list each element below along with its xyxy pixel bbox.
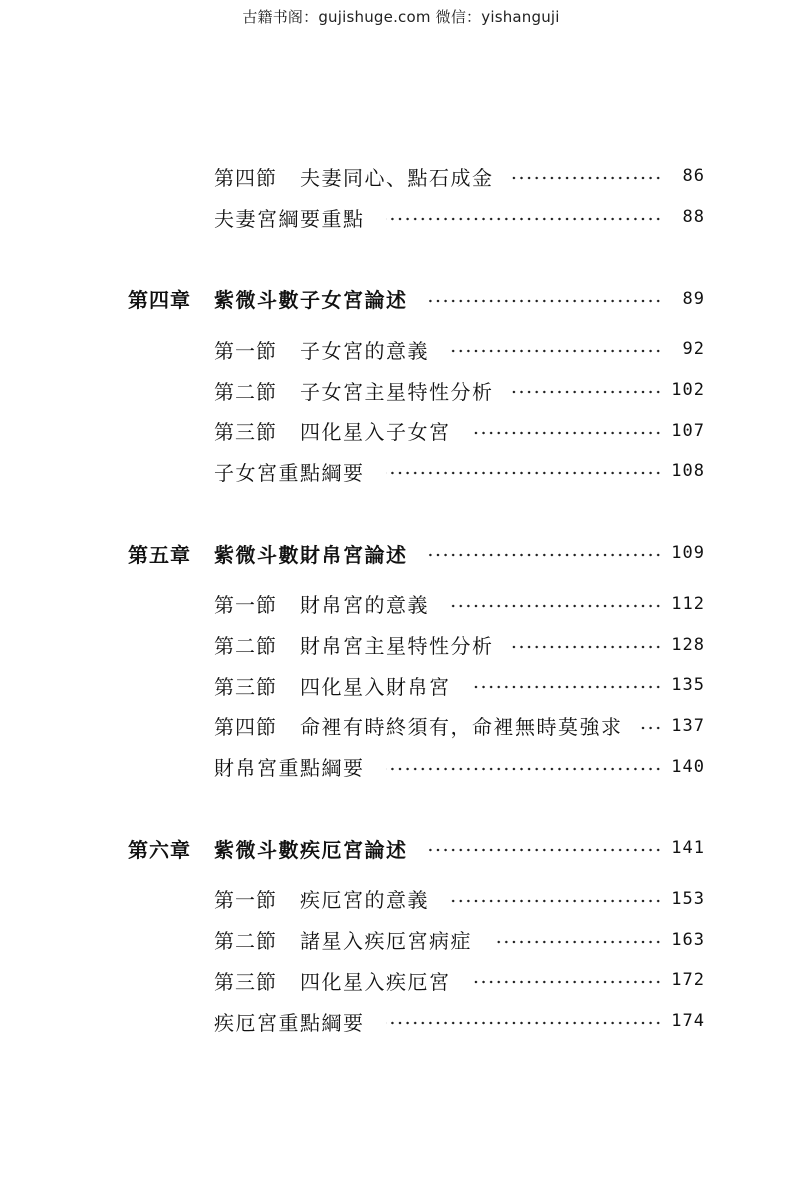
section-number: 第四節 bbox=[214, 165, 277, 190]
section-number: 第二節 bbox=[214, 929, 277, 954]
toc-gap bbox=[0, 319, 802, 329]
page-number: 102 bbox=[671, 380, 705, 401]
page-number: 89 bbox=[682, 288, 705, 309]
toc-section-row[interactable] bbox=[0, 624, 802, 665]
toc-label bbox=[214, 335, 429, 364]
section-number: 第一節 bbox=[214, 888, 277, 913]
toc-gap bbox=[0, 574, 802, 584]
page-number: 141 bbox=[671, 838, 705, 859]
chapter-number: 第四章 bbox=[128, 288, 191, 313]
leader-dots bbox=[512, 390, 662, 394]
section-title: 財帛宮重點綱要 bbox=[214, 756, 365, 781]
section-title: 夫妻宮綱要重點 bbox=[214, 206, 365, 231]
leader-dots bbox=[450, 604, 662, 608]
page-number: 135 bbox=[671, 675, 705, 696]
toc-section-row[interactable] bbox=[0, 879, 802, 920]
page-number: 174 bbox=[671, 1011, 705, 1032]
toc-label bbox=[128, 539, 408, 568]
leader-dots bbox=[512, 645, 662, 649]
page-number: 137 bbox=[671, 715, 705, 736]
toc-section-row[interactable] bbox=[0, 451, 802, 492]
page-number: 108 bbox=[671, 461, 705, 482]
toc-section-row[interactable] bbox=[0, 156, 802, 197]
page-number: 153 bbox=[671, 888, 705, 909]
toc-section-row[interactable] bbox=[0, 197, 802, 238]
section-number: 第四節 bbox=[214, 715, 277, 740]
leader-dots bbox=[494, 940, 662, 944]
section-title: 疾厄宮的意義 bbox=[300, 888, 429, 913]
section-title: 財帛宮的意義 bbox=[300, 593, 429, 618]
toc-label bbox=[214, 671, 451, 700]
leader-dots bbox=[512, 176, 662, 180]
section-number: 第二節 bbox=[214, 379, 277, 404]
toc-section-row[interactable] bbox=[0, 960, 802, 1001]
table-of-contents bbox=[0, 156, 802, 1041]
section-title: 四化星入財帛宮 bbox=[300, 674, 451, 699]
page-number: 88 bbox=[682, 207, 705, 228]
toc-chapter-row[interactable] bbox=[0, 828, 802, 869]
page-number: 112 bbox=[671, 593, 705, 614]
chapter-title: 紫微斗數疾厄宮論述 bbox=[214, 837, 408, 862]
section-number: 第三節 bbox=[214, 420, 277, 445]
leader-dots bbox=[470, 980, 662, 984]
leader-dots bbox=[470, 431, 662, 435]
page-number: 107 bbox=[671, 420, 705, 441]
page-number: 86 bbox=[682, 166, 705, 187]
leader-dots bbox=[386, 471, 662, 475]
leader-dots bbox=[428, 299, 662, 303]
section-number: 第一節 bbox=[214, 338, 277, 363]
toc-chapter-row[interactable] bbox=[0, 533, 802, 574]
section-title: 子女宮的意義 bbox=[300, 338, 429, 363]
section-title: 四化星入疾厄宮 bbox=[300, 969, 451, 994]
toc-gap bbox=[0, 492, 802, 533]
watermark: 古籍书阁：gujishuge.com 微信：yishanguji bbox=[242, 8, 560, 26]
toc-label bbox=[214, 162, 494, 191]
toc-label bbox=[128, 834, 408, 863]
toc-gap bbox=[0, 869, 802, 879]
toc-section-row[interactable] bbox=[0, 919, 802, 960]
toc-label bbox=[214, 711, 623, 740]
page-number: 92 bbox=[682, 339, 705, 360]
toc-section-row[interactable] bbox=[0, 746, 802, 787]
section-number: 第一節 bbox=[214, 593, 277, 618]
chapter-number: 第六章 bbox=[128, 837, 191, 862]
page-number: 128 bbox=[671, 634, 705, 655]
toc-label bbox=[214, 589, 429, 618]
toc-label bbox=[214, 376, 494, 405]
section-title: 財帛宮主星特性分析 bbox=[300, 634, 494, 659]
section-title: 子女宮主星特性分析 bbox=[300, 379, 494, 404]
leader-dots bbox=[386, 1021, 662, 1025]
section-title: 疾厄宮重點綱要 bbox=[214, 1010, 365, 1035]
toc-label bbox=[214, 1007, 365, 1036]
leader-dots bbox=[640, 726, 662, 730]
section-title: 諸星入疾厄宮病症 bbox=[300, 929, 472, 954]
leader-dots bbox=[428, 848, 662, 852]
toc-label bbox=[214, 884, 429, 913]
page-number: 163 bbox=[671, 929, 705, 950]
toc-label bbox=[214, 630, 494, 659]
section-number: 第三節 bbox=[214, 969, 277, 994]
toc-section-row[interactable] bbox=[0, 1001, 802, 1042]
toc-gap bbox=[0, 237, 802, 278]
page-number: 109 bbox=[671, 543, 705, 564]
toc-label bbox=[128, 284, 408, 313]
toc-label bbox=[214, 416, 451, 445]
leader-dots bbox=[386, 767, 662, 771]
toc-section-row[interactable] bbox=[0, 329, 802, 370]
toc-section-row[interactable] bbox=[0, 370, 802, 411]
toc-gap bbox=[0, 787, 802, 828]
page-number: 172 bbox=[671, 970, 705, 991]
leader-dots bbox=[450, 899, 662, 903]
toc-section-row[interactable] bbox=[0, 410, 802, 451]
section-number: 第三節 bbox=[214, 674, 277, 699]
leader-dots bbox=[450, 349, 662, 353]
toc-label bbox=[214, 925, 472, 954]
toc-section-row[interactable] bbox=[0, 584, 802, 625]
chapter-number: 第五章 bbox=[128, 542, 191, 567]
section-title: 子女宮重點綱要 bbox=[214, 460, 365, 485]
toc-chapter-row[interactable] bbox=[0, 278, 802, 319]
toc-label bbox=[214, 966, 451, 995]
section-title: 四化星入子女宮 bbox=[300, 420, 451, 445]
leader-dots bbox=[470, 685, 662, 689]
chapter-title: 紫微斗數子女宮論述 bbox=[214, 288, 408, 313]
section-title: 夫妻同心、點石成金 bbox=[300, 165, 494, 190]
toc-label bbox=[214, 457, 365, 486]
section-number: 第二節 bbox=[214, 634, 277, 659]
toc-section-row[interactable] bbox=[0, 706, 802, 747]
leader-dots bbox=[428, 553, 662, 557]
toc-label bbox=[214, 752, 365, 781]
section-title: 命裡有時終須有，命裡無時莫強求 bbox=[300, 715, 623, 740]
chapter-title: 紫微斗數財帛宮論述 bbox=[214, 542, 408, 567]
leader-dots bbox=[386, 217, 662, 221]
toc-section-row[interactable] bbox=[0, 665, 802, 706]
toc-label bbox=[214, 203, 365, 232]
page-number: 140 bbox=[671, 756, 705, 777]
